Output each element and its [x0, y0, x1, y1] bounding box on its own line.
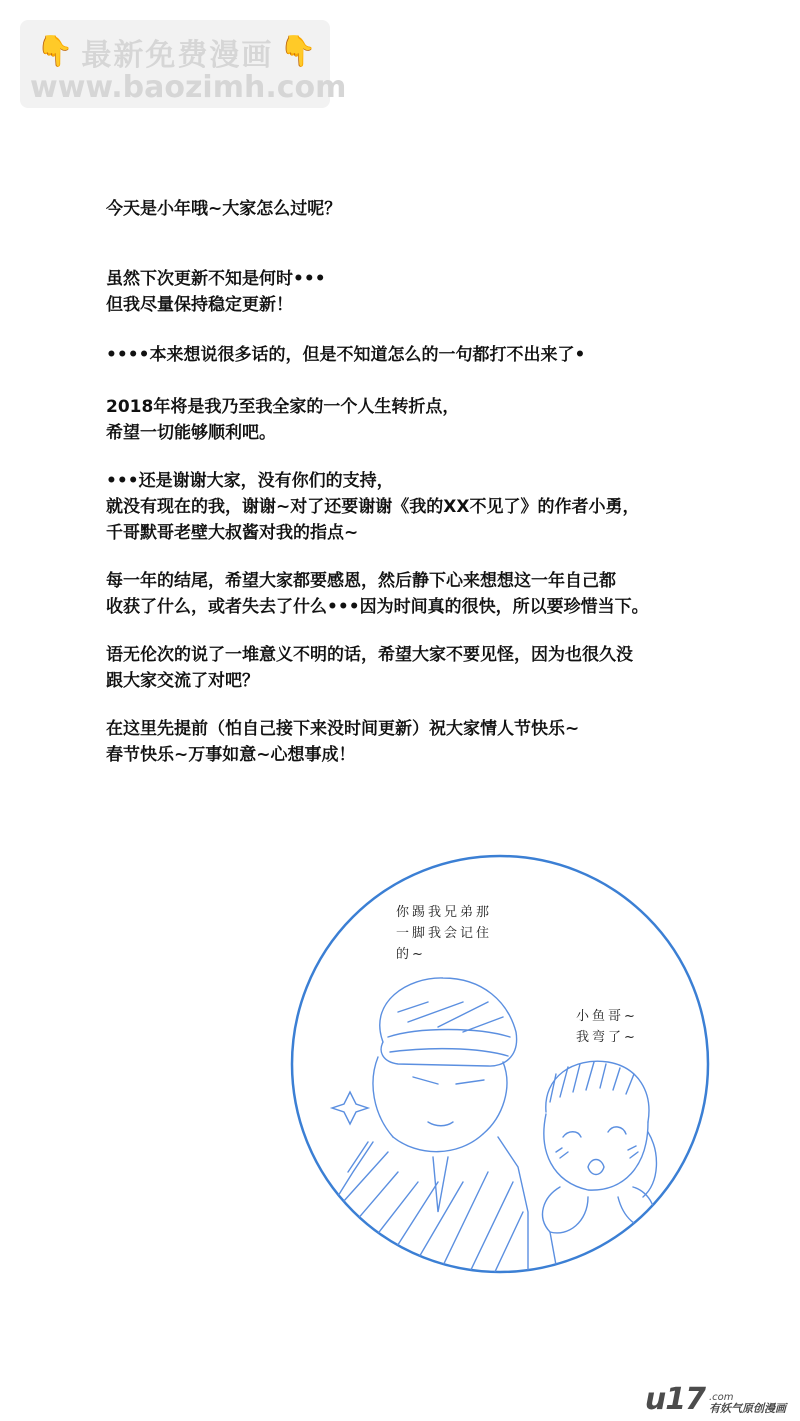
- speech-text-right: [576, 1006, 638, 1048]
- note-line: •••还是谢谢大家，没有你们的支持，: [106, 471, 394, 491]
- sketch-drawing: [288, 852, 712, 1276]
- note-line: 春节快乐~万事如意~心想事成！: [106, 745, 356, 765]
- speech-text-left: [396, 902, 492, 965]
- watermark-banner: [20, 20, 347, 108]
- note-line: ••••本来想说很多话的，但是不知道怎么的一句都打不出来了•: [106, 345, 586, 365]
- u17-footer-logo: [644, 1382, 786, 1417]
- note-line: 就没有现在的我，谢谢~对了还要谢谢《我的XX不见了》的作者小勇，: [106, 497, 640, 517]
- note-line: 虽然下次更新不知是何时•••: [106, 269, 326, 289]
- note-paragraph: [106, 642, 633, 694]
- speech-line: 我弯了~: [576, 1030, 638, 1045]
- speech-line: 的~: [396, 947, 426, 962]
- note-paragraph: [106, 266, 326, 318]
- note-line: 今天是小年哦~大家怎么过呢？: [106, 199, 342, 219]
- note-line: 跟大家交流了对吧？: [106, 671, 259, 691]
- sketch-illustration: [288, 852, 712, 1276]
- u17-domain: .com: [709, 1392, 734, 1403]
- note-line: 在这里先提前（怕自己接下来没时间更新）祝大家情人节快乐~: [106, 719, 580, 739]
- note-paragraph: [106, 394, 459, 446]
- speech-line: 小鱼哥~: [576, 1009, 638, 1024]
- u17-logo-text: u17: [644, 1382, 705, 1417]
- note-line: 每一年的结尾，希望大家都要感恩，然后静下心来想想这一年自己都: [106, 571, 616, 591]
- note-line: 收获了什么，或者失去了什么•••因为时间真的很快，所以要珍惜当下。: [106, 597, 649, 617]
- speech-line: 一脚我会记住: [396, 926, 493, 941]
- note-line: 希望一切能够顺利吧。: [106, 423, 276, 443]
- watermark-url: www.baozimh.com: [30, 70, 347, 105]
- watermark-title: 最新免费漫画: [81, 38, 274, 73]
- pointing-down-hand-icon: 👇: [36, 34, 76, 69]
- note-paragraph: [106, 568, 649, 620]
- u17-logo-right: [709, 1393, 786, 1415]
- note-paragraph: [106, 342, 585, 368]
- note-paragraph: [106, 468, 639, 546]
- note-line: 但我尽量保持稳定更新！: [106, 295, 293, 315]
- note-paragraph: [106, 196, 341, 222]
- note-paragraph: [106, 716, 579, 768]
- watermark-title-row: [36, 30, 319, 74]
- note-line: 千哥默哥老壁大叔酱对我的指点~: [106, 523, 359, 543]
- pointing-down-hand-icon: 👇: [279, 34, 319, 69]
- note-line: 2018年将是我乃至我全家的一个人生转折点，: [106, 397, 460, 417]
- speech-line: 你踢我兄弟那: [396, 905, 493, 920]
- note-line: 语无伦次的说了一堆意义不明的话，希望大家不要见怪，因为也很久没: [106, 645, 633, 665]
- u17-slogan: 有妖气原创漫画: [709, 1402, 786, 1415]
